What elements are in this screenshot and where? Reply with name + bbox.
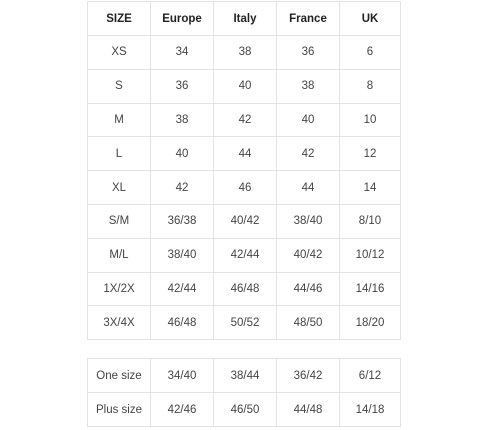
table-row [88,272,401,306]
france-value: 36 [277,36,340,70]
italy-value: 40/42 [214,204,277,238]
table-row [88,359,401,393]
table-row [88,306,401,340]
special-sizes-table [87,358,401,427]
italy-value: 44 [214,137,277,171]
table-row [88,204,401,238]
size-label: S/M [88,204,151,238]
table-row [88,69,401,103]
size-label: XL [88,171,151,205]
italy-value: 50/52 [214,306,277,340]
size-label: M/L [88,238,151,272]
france-value: 36/42 [277,359,340,393]
europe-value: 36 [151,69,214,103]
uk-value: 14/16 [340,272,401,306]
france-value: 40 [277,103,340,137]
uk-value: 8/10 [340,204,401,238]
france-value: 40/42 [277,238,340,272]
table-row [88,36,401,70]
france-value: 42 [277,137,340,171]
table-row [88,238,401,272]
france-value: 48/50 [277,306,340,340]
size-label: XS [88,36,151,70]
header-uk: UK [340,2,401,36]
italy-value: 38/44 [214,359,277,393]
europe-value: 40 [151,137,214,171]
europe-value: 38/40 [151,238,214,272]
uk-value: 18/20 [340,306,401,340]
size-label: L [88,137,151,171]
italy-value: 40 [214,69,277,103]
italy-value: 42 [214,103,277,137]
uk-value: 12 [340,137,401,171]
italy-value: 46/50 [214,393,277,427]
europe-value: 42/46 [151,393,214,427]
header-row [88,2,401,36]
header-france: France [277,2,340,36]
france-value: 44 [277,171,340,205]
table-row [88,137,401,171]
table-row [88,171,401,205]
france-value: 38 [277,69,340,103]
uk-value: 8 [340,69,401,103]
uk-value: 6/12 [340,359,401,393]
europe-value: 46/48 [151,306,214,340]
italy-value: 42/44 [214,238,277,272]
france-value: 44/46 [277,272,340,306]
italy-value: 46/48 [214,272,277,306]
europe-value: 38 [151,103,214,137]
header-size: SIZE [88,2,151,36]
europe-value: 42/44 [151,272,214,306]
size-label: 3X/4X [88,306,151,340]
italy-value: 38 [214,36,277,70]
size-label: One size [88,359,151,393]
uk-value: 14/18 [340,393,401,427]
europe-value: 34/40 [151,359,214,393]
europe-value: 42 [151,171,214,205]
table-row [88,393,401,427]
uk-value: 6 [340,36,401,70]
size-label: Plus size [88,393,151,427]
italy-value: 46 [214,171,277,205]
size-chart-table [87,1,401,340]
france-value: 44/48 [277,393,340,427]
table-row [88,103,401,137]
size-label: 1X/2X [88,272,151,306]
uk-value: 10/12 [340,238,401,272]
france-value: 38/40 [277,204,340,238]
europe-value: 36/38 [151,204,214,238]
size-label: S [88,69,151,103]
header-italy: Italy [214,2,277,36]
uk-value: 14 [340,171,401,205]
size-label: M [88,103,151,137]
uk-value: 10 [340,103,401,137]
header-europe: Europe [151,2,214,36]
europe-value: 34 [151,36,214,70]
